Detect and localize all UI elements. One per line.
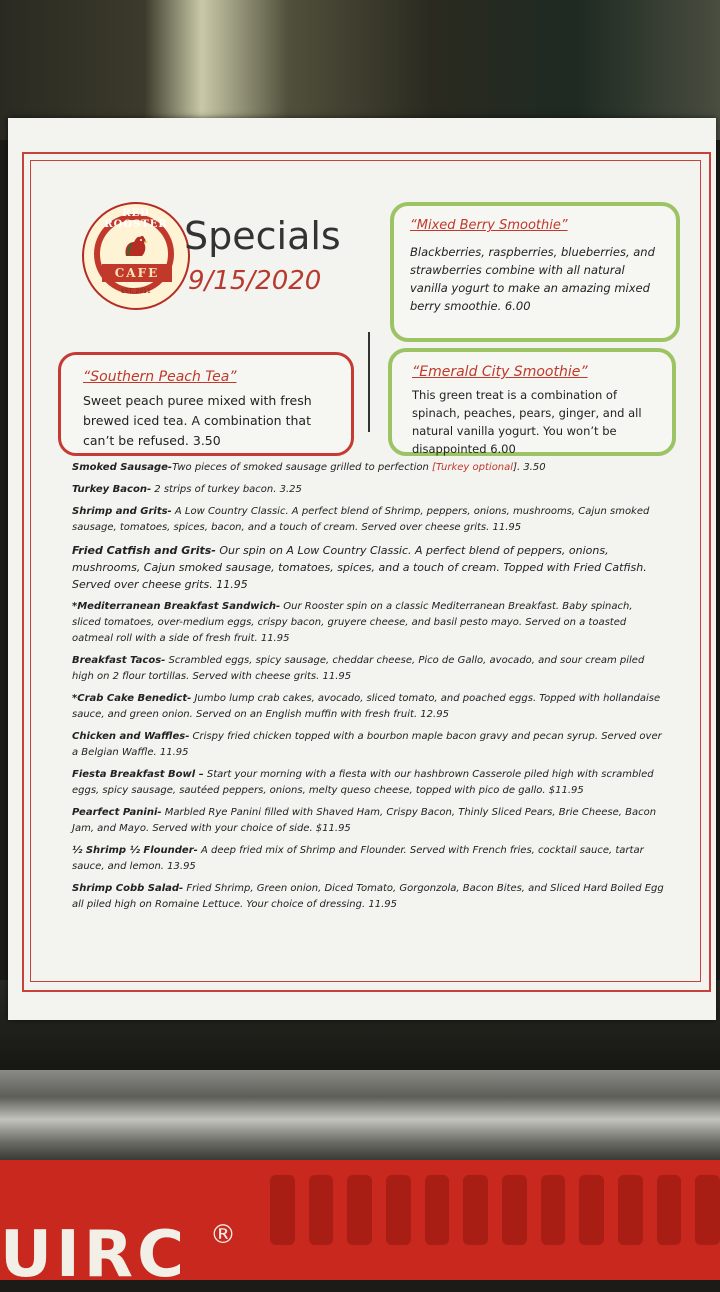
mixed-berry-smoothie-title: “Mixed Berry Smoothie” xyxy=(410,218,568,233)
menu-date: 9/15/2020 xyxy=(188,266,322,296)
menu-item-desc: Jumbo lump crab cakes, avocado, sliced tomato, and poached eggs. Topped with hollandaise sauce, and green onion. Served on an English muffin with fresh fruit. 12.95 xyxy=(72,693,661,720)
menu-item-desc: Crispy fried chicken topped with a bourbon maple bacon gravy and pecan syrup. Served over a Belgian Waffle. 11.95 xyxy=(72,731,662,758)
menu-items-list xyxy=(72,460,664,919)
menu-item-desc: Our Rooster spin on a classic Mediterranean Breakfast. Baby spinach, sliced tomatoes, over-medium eggs, crispy bacon, gruyere cheese, and basil pesto mayo. Served on a toasted oatmeal roll with a side of fresh fruit. 11.95 xyxy=(72,601,633,644)
emerald-city-smoothie-box xyxy=(388,348,676,456)
menu-item-desc: Two pieces of smoked sausage grilled to perfection xyxy=(172,462,433,473)
menu-item-name: Breakfast Tacos- xyxy=(72,655,166,666)
menu-item xyxy=(72,805,664,837)
menu-item-desc: 2 strips of turkey bacon. 3.25 xyxy=(151,484,302,495)
menu-item-name: Shrimp and Grits- xyxy=(72,506,172,517)
menu-item xyxy=(72,599,664,647)
menu-item-name: Fried Catfish and Grits- xyxy=(72,544,216,557)
column-divider xyxy=(368,332,370,432)
menu-item-name: ½ Shrimp ½ Flounder- xyxy=(72,845,198,856)
menu-item-name: Pearfect Panini- xyxy=(72,807,162,818)
registered-mark: ® xyxy=(210,1220,236,1250)
menu-item-desc: A deep fried mix of Shrimp and Flounder. Served with French fries, cocktail sauce, tartar sauce, and lemon. 13.95 xyxy=(72,845,644,872)
menu-item xyxy=(72,460,664,476)
menu-item-desc: Scrambled eggs, spicy sausage, cheddar cheese, Pico de Gallo, avocado, and sour cream piled high on 2 flour tortillas. Served with cheese grits. 11.95 xyxy=(72,655,645,682)
menu-item xyxy=(72,504,664,536)
mixed-berry-smoothie-desc: Blackberries, raspberries, blueberries, and strawberries combine with all natural vanilla yogurt to make an amazing mixed berry smoothie. 6.00 xyxy=(410,245,655,313)
menu-item xyxy=(72,729,664,761)
bar-rail xyxy=(0,1070,720,1160)
southern-peach-tea-box xyxy=(58,352,354,456)
menu-item xyxy=(72,843,664,875)
menu-item-desc: Our spin on A Low Country Classic. A perfect blend of peppers, onions, mushrooms, Cajun smoked sausage, tomatoes, spices, and a touch of cream. Topped with Fried Catfish. Served over cheese grits. 11.95 xyxy=(72,544,647,591)
menu-item-desc: A Low Country Classic. A perfect blend of Shrimp, peppers, onions, mushrooms, Cajun smoked sausage, tomatoes, spices, bacon, and a touch of cream. Served over cheese grits. 11.95 xyxy=(72,506,650,533)
menu-title: Specials xyxy=(184,214,341,258)
menu-item xyxy=(72,482,664,498)
bar-mat-logo: UIRC xyxy=(0,1218,189,1292)
logo-cafe-banner: CAFE xyxy=(102,264,172,282)
menu-item xyxy=(72,767,664,799)
menu-item-name: Fiesta Breakfast Bowl – xyxy=(72,769,204,780)
menu-item-price: ]. 3.50 xyxy=(513,462,546,473)
specials-menu-sheet xyxy=(8,118,716,1020)
southern-peach-tea-desc: Sweet peach puree mixed with fresh brewed iced tea. A combination that can’t be refused. 3.50 xyxy=(83,393,312,448)
menu-item-name: Chicken and Waffles- xyxy=(72,731,190,742)
logo-top-text: RED ROOSTER xyxy=(104,208,168,230)
menu-item-name: Smoked Sausage- xyxy=(72,462,173,473)
red-rooster-cafe-logo xyxy=(82,202,190,310)
emerald-city-smoothie-title: “Emerald City Smoothie” xyxy=(412,364,588,380)
southern-peach-tea-title: “Southern Peach Tea” xyxy=(83,369,237,385)
menu-item-name: *Mediterranean Breakfast Sandwich- xyxy=(72,601,281,612)
menu-item-name: Shrimp Cobb Salad- xyxy=(72,883,184,894)
menu-item-desc: Start your morning with a fiesta with our hashbrown Casserole piled high with scrambled eggs, spicy sausage, sautéed peppers, onions, melty queso cheese, topped with pico de gallo. $11.95 xyxy=(72,769,654,796)
menu-item-desc: Marbled Rye Panini filled with Shaved Ham, Crispy Bacon, Thinly Sliced Pears, Brie Cheese, Bacon Jam, and Mayo. Served with your choice of side. $11.95 xyxy=(72,807,657,834)
bar-mat-pattern xyxy=(270,1175,720,1275)
menu-item-name: Turkey Bacon- xyxy=(72,484,152,495)
menu-item xyxy=(72,542,664,593)
menu-item xyxy=(72,691,664,723)
menu-item-desc: Fried Shrimp, Green onion, Diced Tomato, Gorgonzola, Bacon Bites, and Sliced Hard Boiled Egg all piled high on Romaine Lettuce. Your choice of dressing. 11.95 xyxy=(72,883,664,910)
logo-est-text: EST. 2011 xyxy=(121,288,151,295)
menu-item-highlight: [Turkey optional xyxy=(432,462,514,473)
menu-item-name: *Crab Cake Benedict- xyxy=(72,693,192,704)
menu-item xyxy=(72,881,664,913)
rooster-icon xyxy=(120,230,152,262)
mixed-berry-smoothie-box xyxy=(390,202,680,342)
menu-item xyxy=(72,653,664,685)
emerald-city-smoothie-desc: This green treat is a combination of spinach, peaches, pears, ginger, and all natural vanilla yogurt. You won’t be disappointed 6.00 xyxy=(412,388,642,456)
